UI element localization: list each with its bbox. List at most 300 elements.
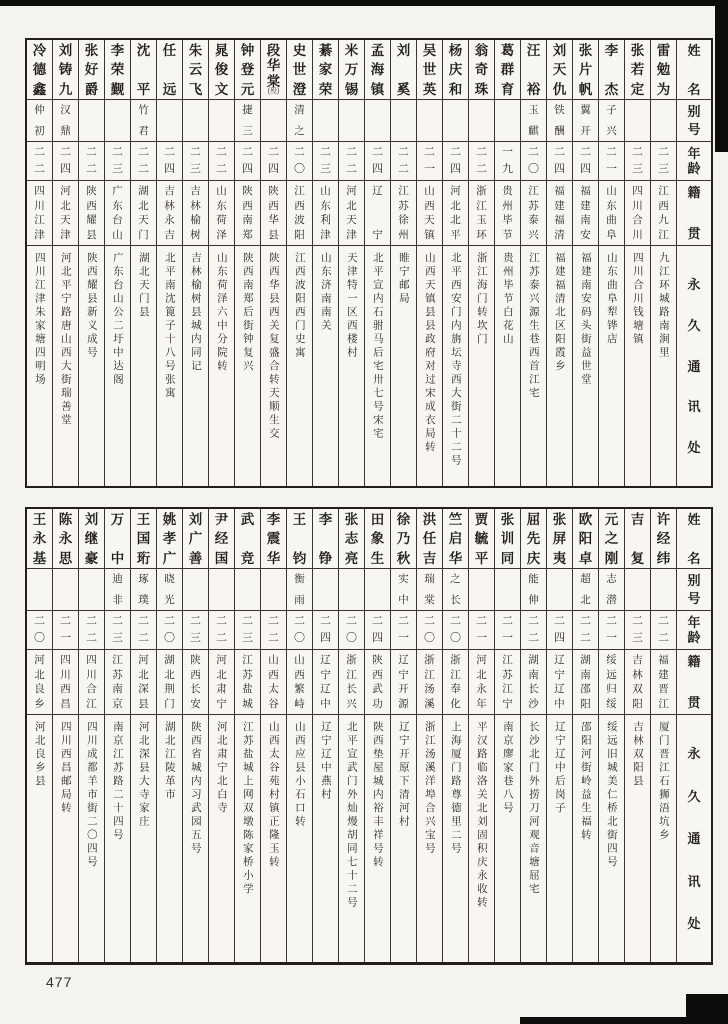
name-cell [443, 40, 468, 100]
native-place-cell [131, 650, 156, 715]
person-name: 张 若 定 [630, 43, 645, 97]
person-column [183, 509, 209, 962]
person-name: 张 片 帆 [578, 43, 593, 97]
alias-cell [625, 569, 650, 611]
name-cell [287, 40, 312, 100]
person-column [27, 509, 53, 962]
header-age-cell [677, 611, 711, 650]
person-age: 二 一 [502, 615, 513, 644]
address-cell [391, 715, 416, 962]
person-name: 洪 任 吉 [422, 512, 437, 566]
person-native-place: 辽 宁 [372, 185, 383, 241]
roster-table-top [25, 38, 713, 488]
address-cell [417, 715, 442, 962]
age-cell [53, 611, 78, 650]
native-place-cell [417, 181, 442, 246]
person-name: 欧 阳 卓 [578, 512, 593, 566]
age-cell [131, 611, 156, 650]
alias-cell [105, 100, 130, 142]
person-column [157, 40, 183, 486]
person-alias: 超 北 [580, 573, 591, 606]
header-alias-cell [677, 100, 711, 142]
alias-cell [365, 100, 390, 142]
person-alias [79, 105, 104, 136]
person-address: 江西波阳西门史寓 [293, 252, 306, 360]
header-native-place-label: 籍 贯 [687, 654, 701, 710]
person-column [495, 40, 521, 486]
name-cell [313, 40, 338, 100]
person-name: 刘 奚 [396, 43, 411, 97]
name-cell [651, 509, 676, 569]
person-native-place: 浙 江 汤 溪 [424, 654, 435, 710]
person-column [131, 40, 157, 486]
person-native-place: 陕 西 华 县 [268, 185, 279, 241]
header-name-label: 姓 名 [687, 512, 701, 566]
person-address: 河北良乡县 [33, 721, 46, 789]
person-native-place: 江 西 九 江 [658, 185, 669, 241]
age-cell [183, 142, 208, 181]
native-place-cell [521, 181, 546, 246]
person-column [547, 40, 573, 486]
person-address: 九江环城路南涧里 [657, 252, 670, 360]
address-cell [79, 246, 104, 486]
person-column [131, 509, 157, 962]
person-name: 张 志 亮 [344, 512, 359, 566]
name-cell [391, 40, 416, 100]
header-alias-label: 别 号 [687, 104, 701, 137]
person-native-place: 湖 北 荆 门 [164, 654, 175, 710]
person-alias [79, 574, 104, 605]
age-cell [599, 611, 624, 650]
person-age: 一 九 [502, 146, 513, 175]
name-cell [573, 509, 598, 569]
name-cell [261, 509, 286, 569]
person-native-place: 陕 西 长 安 [190, 654, 201, 710]
person-address: 北平宣内石驸马后宅卅七号宋宅 [371, 252, 384, 441]
address-cell [469, 715, 494, 962]
person-name: 王 钧 [292, 512, 307, 566]
person-address: 山西太谷苑村镇正隆玉转 [267, 721, 280, 870]
person-address: 山西天镇县县政府对过宋成衣局转 [423, 252, 436, 455]
address-cell [417, 246, 442, 486]
address-cell [599, 715, 624, 962]
person-column [261, 509, 287, 962]
person-native-place: 江 苏 盐 城 [242, 654, 253, 710]
alias-cell [339, 569, 364, 611]
native-place-cell [131, 181, 156, 246]
person-alias [417, 105, 442, 136]
age-cell [287, 142, 312, 181]
person-alias: 捷 三 [242, 104, 253, 137]
person-column [521, 40, 547, 486]
address-cell [313, 246, 338, 486]
person-native-place: 河 北 良 乡 [34, 654, 45, 710]
person-alias [469, 574, 494, 605]
alias-cell [27, 100, 52, 142]
person-age: 二 二 [138, 146, 149, 175]
person-column [105, 509, 131, 962]
address-cell [573, 246, 598, 486]
age-cell [157, 611, 182, 650]
person-address: 四川西昌邮局转 [59, 721, 72, 816]
address-cell [53, 715, 78, 962]
person-name: 钟 登 元 [240, 43, 255, 97]
person-native-place: 福 建 南 安 [580, 185, 591, 241]
header-native-place-label: 籍 贯 [687, 185, 701, 241]
person-address: 天津特一区西楼村 [345, 252, 358, 360]
native-place-cell [261, 181, 286, 246]
person-column [261, 40, 287, 486]
alias-cell [651, 100, 676, 142]
age-cell [625, 611, 650, 650]
person-alias [365, 105, 390, 136]
person-column [235, 509, 261, 962]
person-alias: 仲 初 [34, 104, 45, 137]
person-age: 二 二 [346, 146, 357, 175]
name-cell [157, 40, 182, 100]
name-cell [287, 509, 312, 569]
person-alias [261, 574, 286, 605]
person-column [209, 40, 235, 486]
address-cell [365, 715, 390, 962]
person-alias [261, 105, 286, 136]
address-cell [495, 715, 520, 962]
person-age: 二 四 [580, 146, 591, 175]
person-address: 江苏泰兴源生巷西首江宅 [527, 252, 540, 401]
native-place-cell [365, 650, 390, 715]
person-age: 二 三 [112, 146, 123, 175]
age-cell [313, 142, 338, 181]
name-cell [209, 509, 234, 569]
alias-cell [313, 569, 338, 611]
person-native-place: 浙 江 玉 环 [476, 185, 487, 241]
name-cell [339, 509, 364, 569]
page-number: 477 [46, 974, 73, 990]
person-address: 辽宁开原下清河村 [397, 721, 410, 829]
person-alias [651, 105, 676, 136]
person-native-place: 辽 宁 开 源 [398, 654, 409, 710]
native-place-cell [625, 181, 650, 246]
person-name: 徐 乃 秋 [396, 512, 411, 566]
person-native-place: 陕 西 南 郑 [242, 185, 253, 241]
person-address: 吉林榆树县城内同记 [189, 252, 202, 374]
person-alias: 之 长 [450, 573, 461, 606]
person-alias: 晓 光 [164, 573, 175, 606]
person-column [469, 509, 495, 962]
person-name: 吉 复 [630, 512, 645, 566]
person-address: 山西应县小石口转 [293, 721, 306, 829]
age-cell [391, 611, 416, 650]
person-native-place: 山 东 荷 泽 [216, 185, 227, 241]
person-address: 河北平宁路唐山西大街瑞善堂 [59, 252, 72, 428]
alias-cell [495, 100, 520, 142]
person-age: 二 三 [190, 615, 201, 644]
name-cell [339, 40, 364, 100]
name-cell [53, 509, 78, 569]
person-alias: 志 潜 [606, 573, 617, 606]
person-age: 二 二 [138, 615, 149, 644]
native-place-cell [183, 181, 208, 246]
person-address: 平汉路临洛关北刘固积庆永收转 [475, 721, 488, 910]
person-name: 孟 海 镇 [370, 43, 385, 97]
person-age: 二 一 [606, 146, 617, 175]
address-cell [339, 715, 364, 962]
alias-cell [287, 569, 312, 611]
native-place-cell [417, 650, 442, 715]
native-place-cell [443, 181, 468, 246]
person-column [573, 509, 599, 962]
person-address: 辽宁辽中燕村 [319, 721, 332, 802]
person-address: 贵州毕节白花山 [501, 252, 514, 347]
native-place-cell [469, 181, 494, 246]
alias-cell [157, 569, 182, 611]
person-alias: 瑞 棠 [424, 573, 435, 606]
age-cell [79, 142, 104, 181]
person-column [651, 509, 677, 962]
alias-cell [235, 569, 260, 611]
person-name: 李 震 华 [266, 512, 281, 566]
native-place-cell [157, 181, 182, 246]
address-cell [651, 246, 676, 486]
alias-cell [599, 569, 624, 611]
person-age: 二 〇 [294, 615, 305, 644]
person-age: 二 三 [190, 146, 201, 175]
person-column [339, 40, 365, 486]
person-alias: 清 之 [294, 104, 305, 137]
address-cell [443, 715, 468, 962]
address-cell [79, 715, 104, 962]
alias-cell [443, 569, 468, 611]
address-cell [625, 715, 650, 962]
native-place-cell [79, 650, 104, 715]
native-place-cell [625, 650, 650, 715]
person-alias [235, 574, 260, 605]
person-age: 二 二 [268, 615, 279, 644]
person-address: 四川成都羊市街二〇四号 [85, 721, 98, 870]
age-cell [495, 142, 520, 181]
name-cell [365, 509, 390, 569]
age-cell [651, 611, 676, 650]
person-native-place: 四 川 合 江 [86, 654, 97, 710]
person-address: 山东荷泽六中分院转 [215, 252, 228, 374]
person-column [365, 40, 391, 486]
person-native-place: 陕 西 耀 县 [86, 185, 97, 241]
name-cell [599, 40, 624, 100]
person-age: 二 〇 [294, 146, 305, 175]
person-column [53, 40, 79, 486]
person-age: 二 二 [216, 146, 227, 175]
age-cell [235, 611, 260, 650]
address-cell [235, 715, 260, 962]
person-age: 二 三 [112, 615, 123, 644]
native-place-cell [27, 181, 52, 246]
age-cell [573, 611, 598, 650]
alias-cell [53, 100, 78, 142]
person-age: 二 四 [554, 146, 565, 175]
alias-cell [105, 569, 130, 611]
age-cell [417, 611, 442, 650]
person-address: 邵阳河街岭益生福转 [579, 721, 592, 843]
age-cell [261, 142, 286, 181]
person-address: 南京江苏路二十四号 [111, 721, 124, 843]
age-cell [521, 611, 546, 650]
alias-cell [469, 100, 494, 142]
person-name: 李 荣 觐 [110, 43, 125, 97]
person-address: 河北肃宁北白寺 [215, 721, 228, 816]
name-cell [417, 509, 442, 569]
person-native-place: 江 苏 江 宁 [502, 654, 513, 710]
person-alias: 迪 非 [112, 573, 123, 606]
person-name: 贾 毓 平 [474, 512, 489, 566]
person-address: 北平西安门内旃坛寺西大街二十二号 [449, 252, 462, 468]
name-cell [209, 40, 234, 100]
person-name: 王 永 基 [32, 512, 47, 566]
person-age: 二 二 [528, 615, 539, 644]
address-cell [209, 246, 234, 486]
native-place-cell [235, 181, 260, 246]
person-age: 二 〇 [528, 146, 539, 175]
person-alias: 琢 璞 [138, 573, 149, 606]
person-column [625, 40, 651, 486]
person-age: 二 一 [476, 615, 487, 644]
person-column [235, 40, 261, 486]
person-column [417, 509, 443, 962]
person-address: 陕西垫屋城内裕丰祥号转 [371, 721, 384, 870]
person-column [495, 509, 521, 962]
person-column [365, 509, 391, 962]
person-alias [183, 105, 208, 136]
person-name: 张 屏 夷 [552, 512, 567, 566]
name-cell [313, 509, 338, 569]
alias-cell [79, 569, 104, 611]
address-cell [105, 246, 130, 486]
person-name: 陈 永 思 [58, 512, 73, 566]
person-address: 上海厦门路尊德里二号 [449, 721, 462, 856]
header-address-label: 永 久 通 讯 处 [687, 277, 701, 455]
address-cell [287, 246, 312, 486]
person-name: 吴 世 英 [422, 43, 437, 97]
name-cell [27, 509, 52, 569]
person-age: 二 四 [60, 146, 71, 175]
scan-artifact-top-edge [0, 0, 728, 6]
person-native-place: 山 西 太 谷 [268, 654, 279, 710]
person-address: 福建福清北区阳霞乡 [553, 252, 566, 374]
person-native-place: 山 东 曲 阜 [606, 185, 617, 241]
name-cell [625, 40, 650, 100]
person-name: 杨 庆 和 [448, 43, 463, 97]
native-place-cell [495, 181, 520, 246]
person-name: 竺 启 华 [448, 512, 463, 566]
native-place-cell [105, 181, 130, 246]
name-cell [469, 40, 494, 100]
native-place-cell [157, 650, 182, 715]
name-cell [625, 509, 650, 569]
person-native-place: 浙 江 长 兴 [346, 654, 357, 710]
address-cell [443, 246, 468, 486]
person-native-place: 贵 州 毕 节 [502, 185, 513, 241]
person-native-place: 福 建 福 清 [554, 185, 565, 241]
address-cell [599, 246, 624, 486]
person-alias: 衡 雨 [294, 573, 305, 606]
header-address-cell [677, 246, 711, 486]
name-cell [183, 40, 208, 100]
person-column [209, 509, 235, 962]
person-age: 二 一 [398, 615, 409, 644]
address-cell [365, 246, 390, 486]
person-address: 陕西耀县新义成号 [85, 252, 98, 360]
person-name: 张 好 爵 [84, 43, 99, 97]
native-place-cell [599, 650, 624, 715]
person-native-place: 湖 南 邵 阳 [580, 654, 591, 710]
person-age: 二 四 [164, 146, 175, 175]
age-cell [183, 611, 208, 650]
person-address: 浙江汤溪洋埠合兴宝号 [423, 721, 436, 856]
person-alias: 翼 开 [580, 104, 591, 137]
person-alias [625, 574, 650, 605]
name-cell [105, 509, 130, 569]
name-cell [521, 40, 546, 100]
name-cell [599, 509, 624, 569]
person-column [651, 40, 677, 486]
alias-cell [131, 100, 156, 142]
native-place-cell [391, 650, 416, 715]
person-native-place: 四 川 西 昌 [60, 654, 71, 710]
alias-cell [79, 100, 104, 142]
address-cell [573, 715, 598, 962]
age-cell [625, 142, 650, 181]
person-alias [339, 574, 364, 605]
person-name: 许 经 纬 [656, 512, 671, 566]
person-alias: 能 伸 [528, 573, 539, 606]
person-column [27, 40, 53, 486]
native-place-cell [495, 650, 520, 715]
person-alias [339, 105, 364, 136]
alias-cell [209, 100, 234, 142]
person-alias [625, 105, 650, 136]
person-column [79, 40, 105, 486]
person-address: 山东济南南关 [319, 252, 332, 333]
person-native-place: 吉 林 榆 树 [190, 185, 201, 241]
native-place-cell [469, 650, 494, 715]
header-name-cell [677, 40, 711, 100]
age-cell [53, 142, 78, 181]
person-alias [209, 574, 234, 605]
address-cell [27, 246, 52, 486]
person-alias [469, 105, 494, 136]
native-place-cell [547, 650, 572, 715]
age-cell [261, 611, 286, 650]
age-cell [547, 611, 572, 650]
person-alias: 汉 鼎 [60, 104, 71, 137]
native-place-cell [261, 650, 286, 715]
person-name: 刘 铸 九 [58, 43, 73, 97]
alias-cell [183, 100, 208, 142]
person-alias [651, 574, 676, 605]
person-native-place: 辽 宁 辽 中 [554, 654, 565, 710]
person-age: 二 〇 [450, 615, 461, 644]
age-cell [651, 142, 676, 181]
header-address-cell [677, 715, 711, 962]
name-cell [131, 509, 156, 569]
person-age: 二 一 [60, 615, 71, 644]
name-cell [495, 40, 520, 100]
row-header-column [677, 40, 711, 486]
person-alias [495, 105, 520, 136]
address-cell [391, 246, 416, 486]
person-address: 四川合川钱塘镇 [631, 252, 644, 347]
person-name: 张 训 同 [500, 512, 515, 566]
person-column [625, 509, 651, 962]
